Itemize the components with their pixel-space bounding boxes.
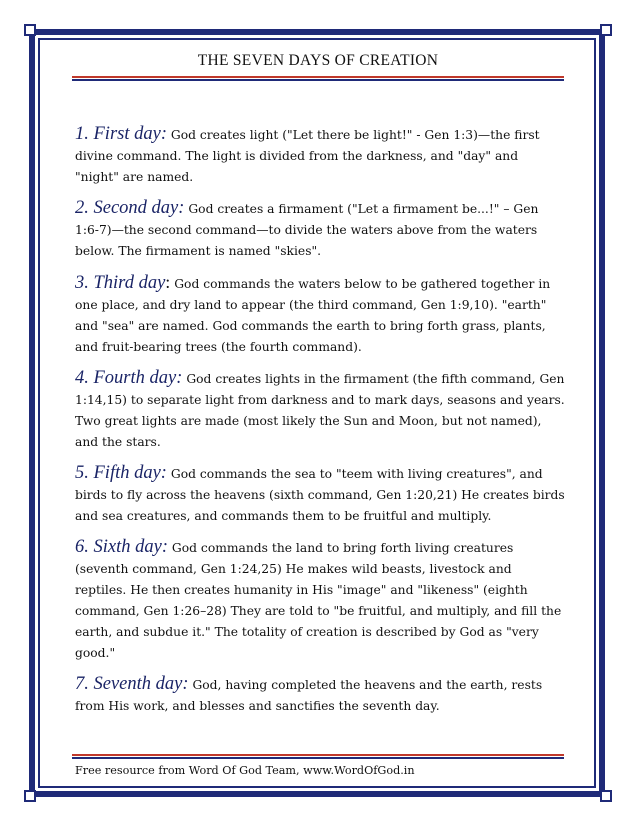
footer-credit: Free resource from Word Of God Team, www.WordOfGod.in <box>75 764 415 777</box>
title-divider <box>72 76 564 81</box>
corner-ornament <box>600 790 612 802</box>
day-item-4 <box>75 368 565 453</box>
days-list <box>75 124 565 727</box>
day-item-1 <box>75 124 565 188</box>
day-heading: 5. Fifth day: <box>75 463 167 483</box>
day-item-5 <box>75 463 565 527</box>
corner-ornament <box>24 24 36 36</box>
day-text: God commands the sea to "teem with living creatures", and birds to fly across the heavens (sixth command, Gen 1:20,21) He creates birds and sea creatures, and commands them to be fruitful and multiply. <box>75 467 565 523</box>
day-heading-colon: : <box>165 272 171 292</box>
day-text: God, having completed the heavens and the earth, rests from His work, and blesses and sanctifies the seventh day. <box>75 678 543 713</box>
day-heading: 3. Third day <box>75 273 166 293</box>
day-item-2 <box>75 198 565 262</box>
day-item-3 <box>75 272 565 358</box>
day-text: God commands the land to bring forth living creatures (seventh command, Gen 1:24,25) He makes wild beasts, livestock and reptiles. He then creates humanity in His "image" and "likeness" (eighth command, Gen 1:26–28) They are told to "be fruitful, and multiply, and fill the earth, and subdue it." The totality of creation is described by God as "very good." <box>75 541 562 660</box>
day-text: God creates a firmament ("Let a firmament be...!" – Gen 1:6-7)—the second command—to divide the waters above from the waters below. The firmament is named "skies". <box>75 202 539 258</box>
day-text: God creates light ("Let there be light!" - Gen 1:3)—the first divine command. The light is divided from the darkness, and "day" and "night" are named. <box>75 128 540 184</box>
day-text: God commands the waters below to be gathered together in one place, and dry land to appear (the third command, Gen 1:9,10). "earth" and "sea" are named. God commands the earth to bring forth grass, plants, and fruit-bearing trees (the fourth command). <box>75 277 551 354</box>
corner-ornament <box>24 790 36 802</box>
day-heading: 4. Fourth day: <box>75 368 183 388</box>
day-heading: 1. First day: <box>75 124 167 144</box>
day-heading: 2. Second day: <box>75 198 185 218</box>
corner-ornament <box>600 24 612 36</box>
day-item-6 <box>75 537 565 664</box>
day-heading: 6. Sixth day: <box>75 537 168 557</box>
day-text: God creates lights in the firmament (the fifth command, Gen 1:14,15) to separate light from darkness and to mark days, seasons and years. Two great lights are made (most likely the Sun and Moon, but not named), and the stars. <box>75 372 565 449</box>
day-item-7 <box>75 674 565 717</box>
footer-divider <box>72 754 564 759</box>
page-title: THE SEVEN DAYS OF CREATION <box>197 52 439 69</box>
day-heading: 7. Seventh day: <box>75 674 189 694</box>
